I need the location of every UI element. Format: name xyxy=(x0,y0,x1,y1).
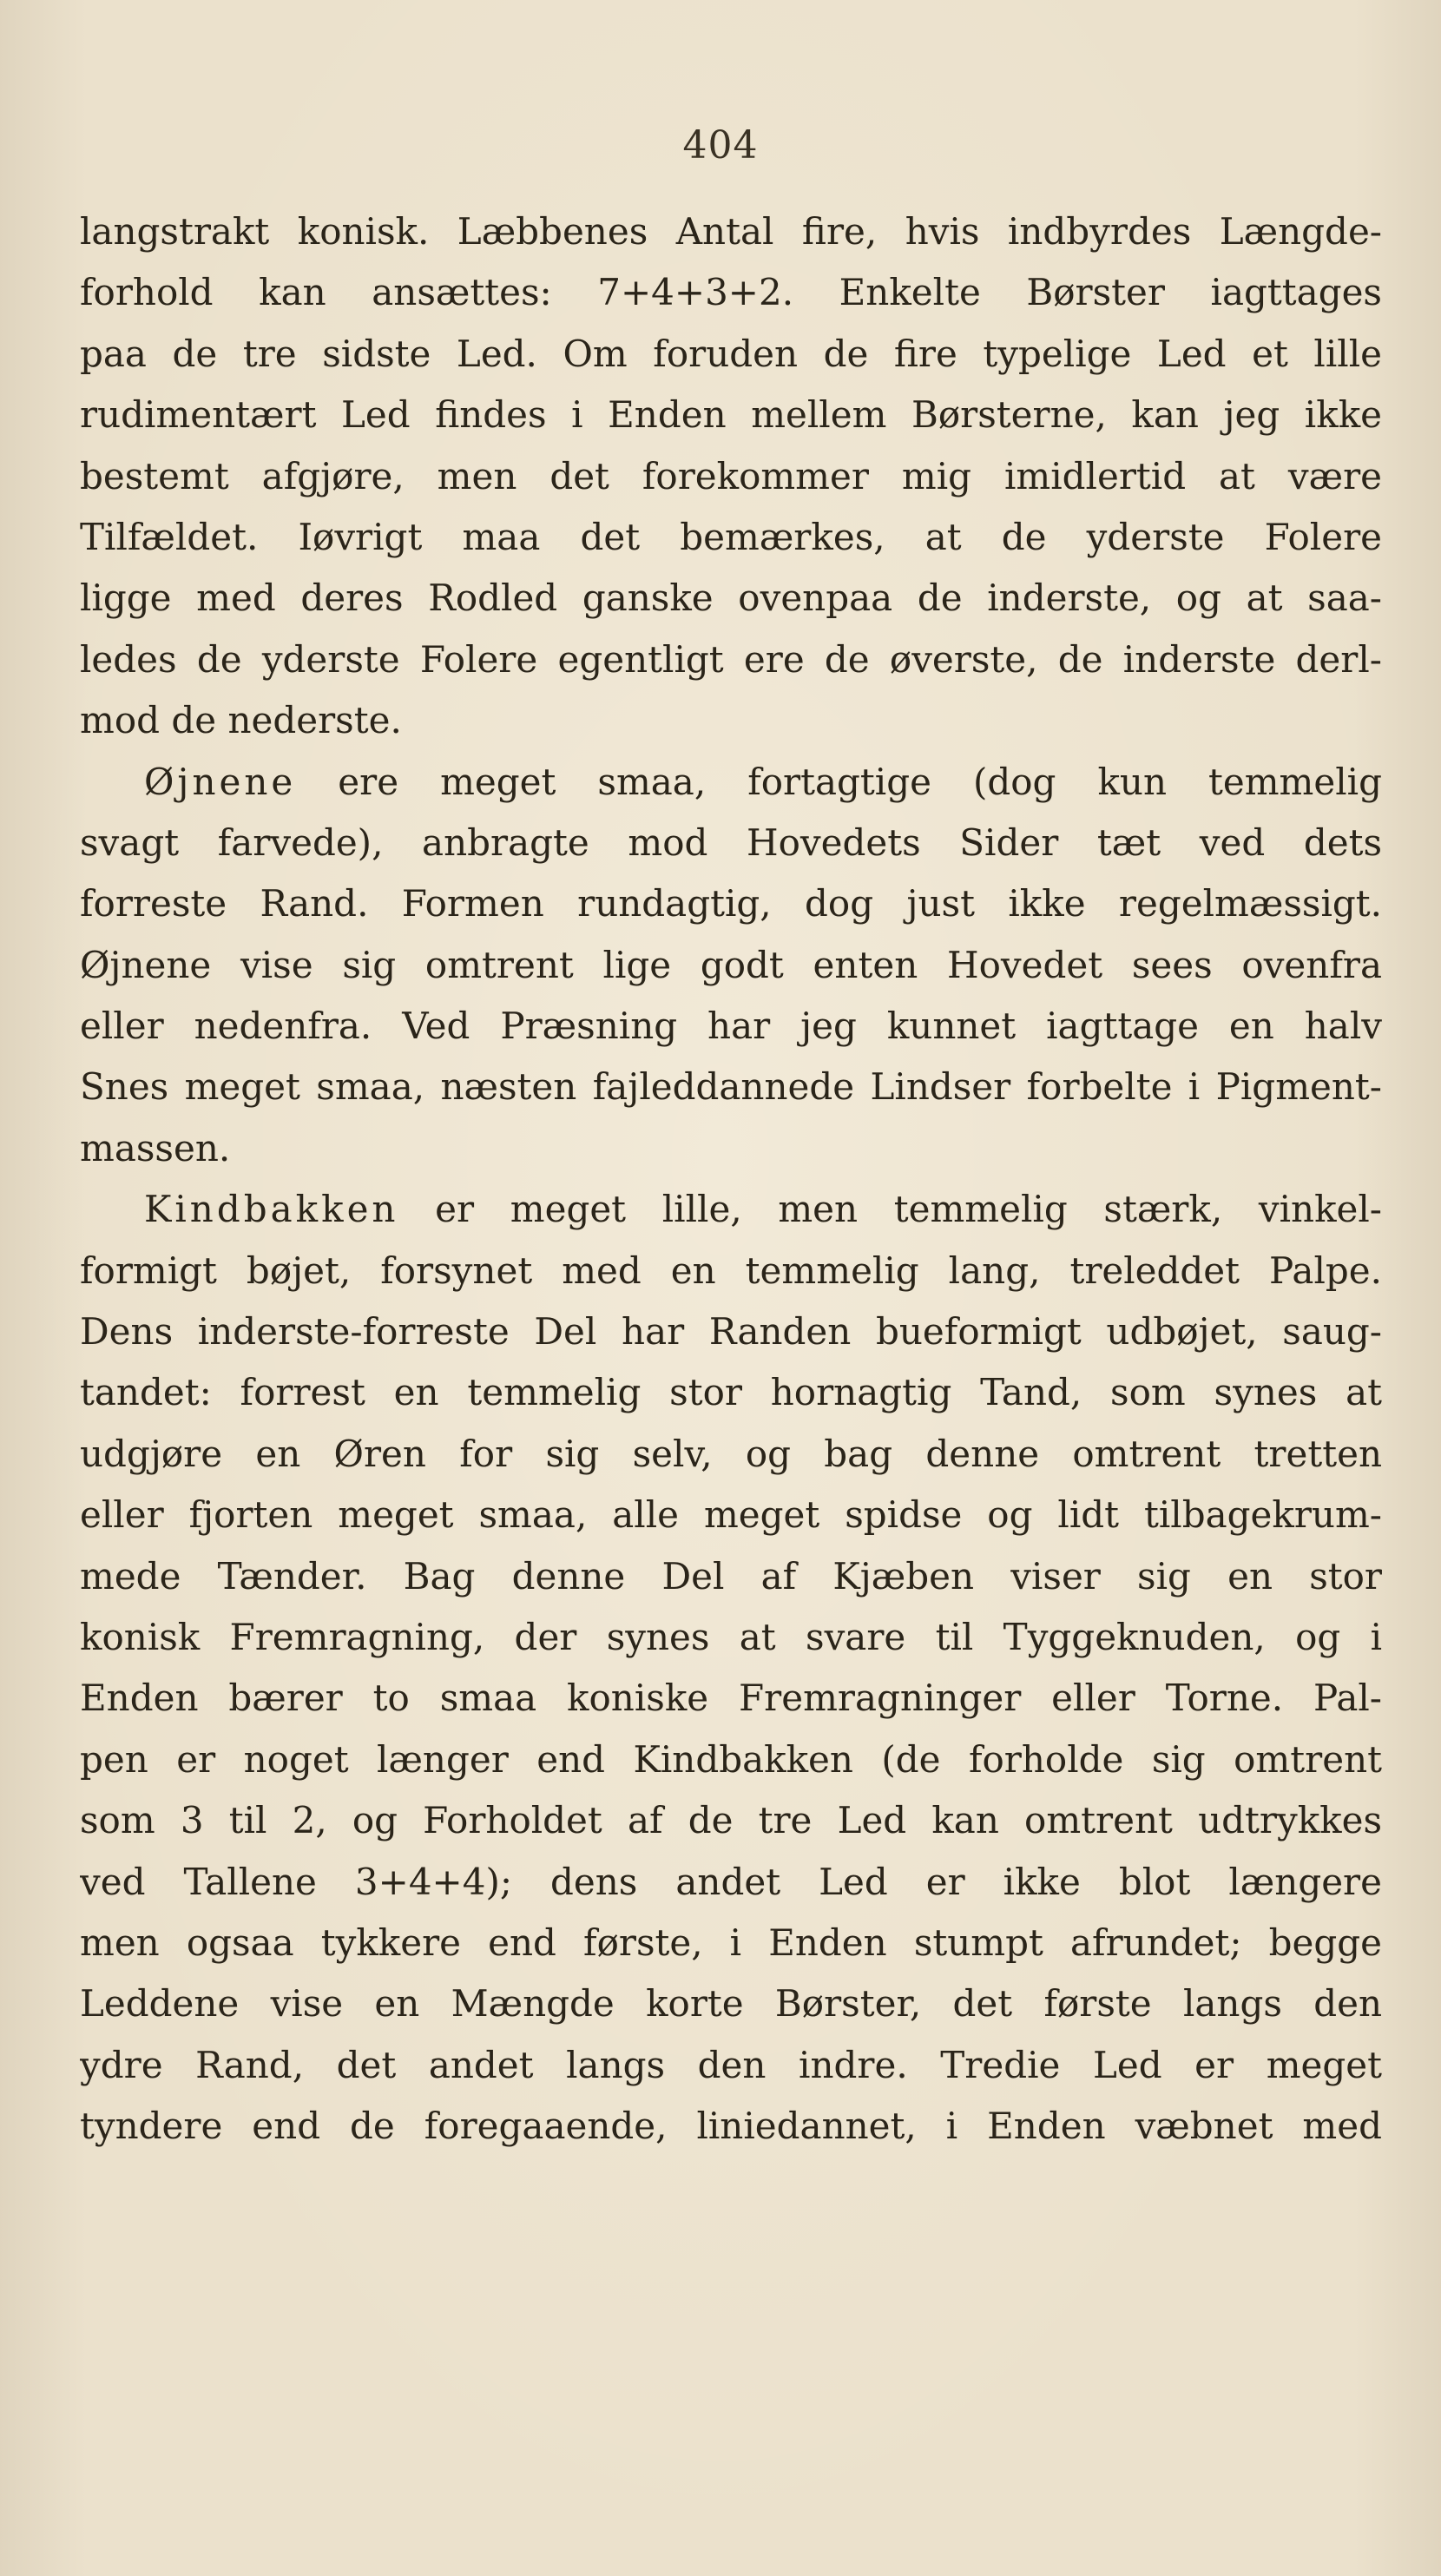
text-line: Leddene vise en Mængde korte Børster, det første langs den xyxy=(80,1982,1382,2026)
text-line: Kindbakken er meget lille, men temmelig stærk, vinkel- xyxy=(144,1188,1382,1231)
text-line: svagt farvede), anbragte mod Hovedets Sider tæt ved dets xyxy=(80,820,1382,864)
text-line: Enden bærer to smaa koniske Fremragninger eller Torne. Pal- xyxy=(80,1677,1382,1720)
text-line: langstrakt konisk. Læbbenes Antal fire, hvis indbyrdes Længde- xyxy=(80,210,1382,253)
text-line: formigt bøjet, forsynet med en temmelig lang, treleddet Palpe. xyxy=(80,1248,1382,1292)
text-line: ligge med deres Rodled ganske ovenpaa de inderste, og at saa- xyxy=(80,576,1382,620)
text-line: udgjøre en Øren for sig selv, og bag denne omtrent tretten xyxy=(80,1432,1382,1475)
text-line: eller fjorten meget smaa, alle meget spidse og lidt tilbagekrum- xyxy=(80,1493,1382,1537)
text-line: pen er noget længer end Kindbakken (de forholde sig omtrent xyxy=(80,1737,1382,1781)
text-line: som 3 til 2, og Forholdet af de tre Led kan omtrent udtrykkes xyxy=(80,1799,1382,1842)
text-line: ved Tallene 3+4+4); dens andet Led er ikke blot længere xyxy=(80,1860,1382,1903)
text-line: Dens inderste-forreste Del har Randen bueformigt udbøjet, saug- xyxy=(80,1310,1382,1354)
text-line: Snes meget smaa, næsten fajleddannede Lindser forbelte i Pigment- xyxy=(80,1065,1382,1109)
text-line: Tilfældet. Iøvrigt maa det bemærkes, at de yderste Folere xyxy=(80,515,1382,558)
text-line: ledes de yderste Folere egentligt ere de øverste, de inderste derl- xyxy=(80,637,1382,681)
spaced-term: Kindbakken xyxy=(144,1188,399,1231)
text-line: rudimentært Led findes i Enden mellem Børsterne, kan jeg ikke xyxy=(80,393,1382,437)
text-line: bestemt afgjøre, men det forekommer mig imidlertid at være xyxy=(80,454,1382,497)
body-text xyxy=(80,201,1382,2158)
page-number: 404 xyxy=(682,123,759,168)
spaced-term: Øjnene xyxy=(144,760,297,803)
text-line: tandet: forrest en temmelig stor hornagtig Tand, som synes at xyxy=(80,1371,1382,1414)
text-line: tyndere end de foregaaende, liniedannet, i Enden væbnet med xyxy=(80,2105,1382,2148)
text-line: Øjnene ere meget smaa, fortagtige (dog kun temmelig xyxy=(144,760,1382,803)
text-line: men ogsaa tykkere end første, i Enden stumpt afrundet; begge xyxy=(80,1920,1382,1964)
text-line: mede Tænder. Bag denne Del af Kjæben viser sig en stor xyxy=(80,1554,1382,1598)
text-line: forreste Rand. Formen rundagtig, dog just ikke regelmæssigt. xyxy=(80,882,1382,926)
text-line: konisk Fremragning, der synes at svare til Tyggeknuden, og i xyxy=(80,1615,1382,1658)
text-line: Øjnene vise sig omtrent lige godt enten Hovedet sees ovenfra xyxy=(80,943,1382,986)
text-line: massen. xyxy=(80,1126,231,1169)
text-line: forhold kan ansættes: 7+4+3+2. Enkelte Børster iagttages xyxy=(80,271,1382,314)
text-line: eller nedenfra. Ved Præsning har jeg kunnet iagttage en halv xyxy=(80,1005,1382,1048)
text-line: paa de tre sidste Led. Om foruden de fire typelige Led et lille xyxy=(80,332,1382,375)
text-line: ydre Rand, det andet langs den indre. Tredie Led er meget xyxy=(80,2043,1382,2086)
text-line: mod de nederste. xyxy=(80,699,402,742)
